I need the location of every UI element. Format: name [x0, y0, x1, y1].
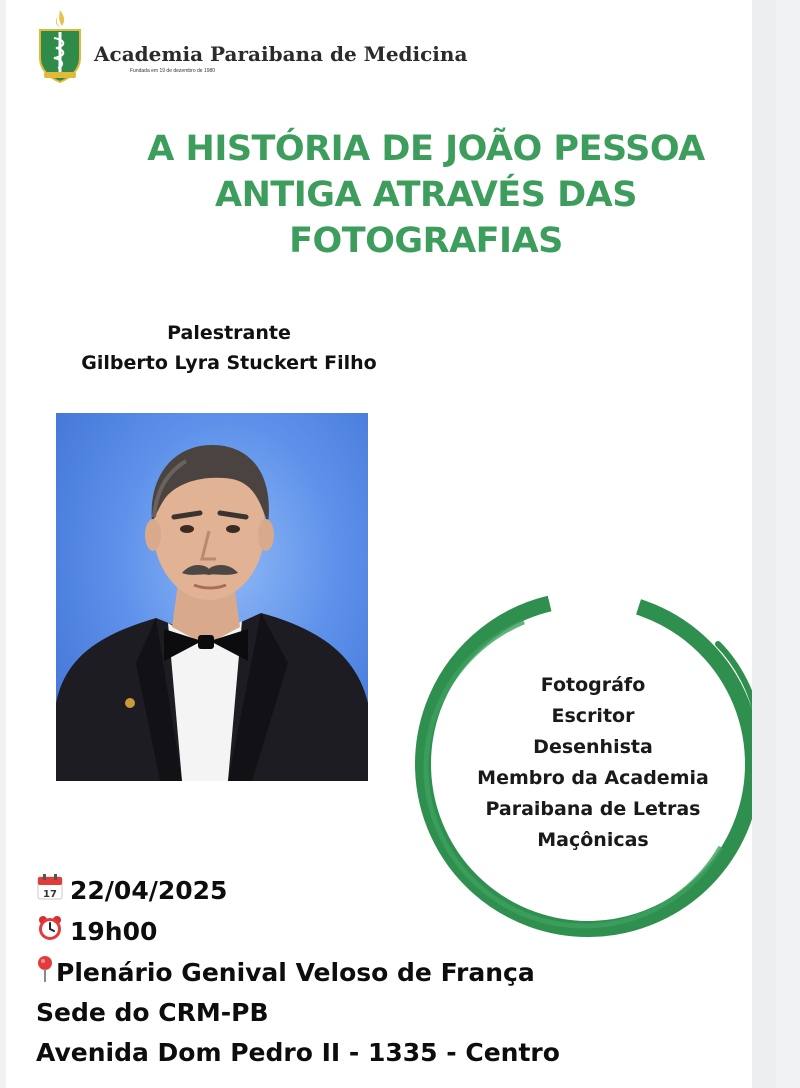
- role-item: Paraibana de Letras: [485, 798, 701, 820]
- org-founded-date: Fundada em 19 de dezembro de 1980: [130, 68, 216, 74]
- event-venue: Sede do CRM-PB: [36, 998, 269, 1027]
- academy-logo-icon: [34, 8, 86, 84]
- org-name: Academia Paraibana de Medicina: [94, 42, 468, 66]
- event-date: [36, 873, 227, 907]
- page-edge: [752, 0, 776, 1088]
- title-line-1: A HISTÓRIA DE JOÃO PESSOA: [147, 129, 705, 169]
- role-item: Escritor: [551, 705, 635, 727]
- event-address: Avenida Dom Pedro II - 1335 - Centro: [36, 1038, 560, 1067]
- calendar-icon: [36, 873, 64, 907]
- role-item: Desenhista: [533, 736, 653, 758]
- speaker-name: Gilberto Lyra Stuckert Filho: [81, 352, 377, 374]
- role-item: Maçônicas: [537, 829, 649, 851]
- role-item: Fotográfo: [540, 674, 646, 696]
- title-line-3: FOTOGRAFIAS: [289, 221, 563, 261]
- event-title: [86, 126, 766, 264]
- role-item: Membro da Academia: [477, 767, 709, 789]
- alarm-clock-icon: [36, 914, 64, 948]
- location-pin-icon: [36, 955, 54, 989]
- speaker-roles: [438, 670, 748, 856]
- speaker-label: Palestrante: [167, 322, 291, 344]
- event-poster: [6, 0, 776, 1088]
- title-line-2: ANTIGA ATRAVÉS DAS: [215, 175, 637, 215]
- event-location: [36, 955, 535, 989]
- svg-text:17: 17: [43, 889, 57, 900]
- speaker-portrait: [56, 413, 368, 781]
- event-location-value: Plenário Genival Veloso de França: [56, 957, 535, 987]
- event-time-value: 19h00: [70, 916, 158, 946]
- event-time: [36, 914, 157, 948]
- event-date-value: 22/04/2025: [70, 875, 228, 905]
